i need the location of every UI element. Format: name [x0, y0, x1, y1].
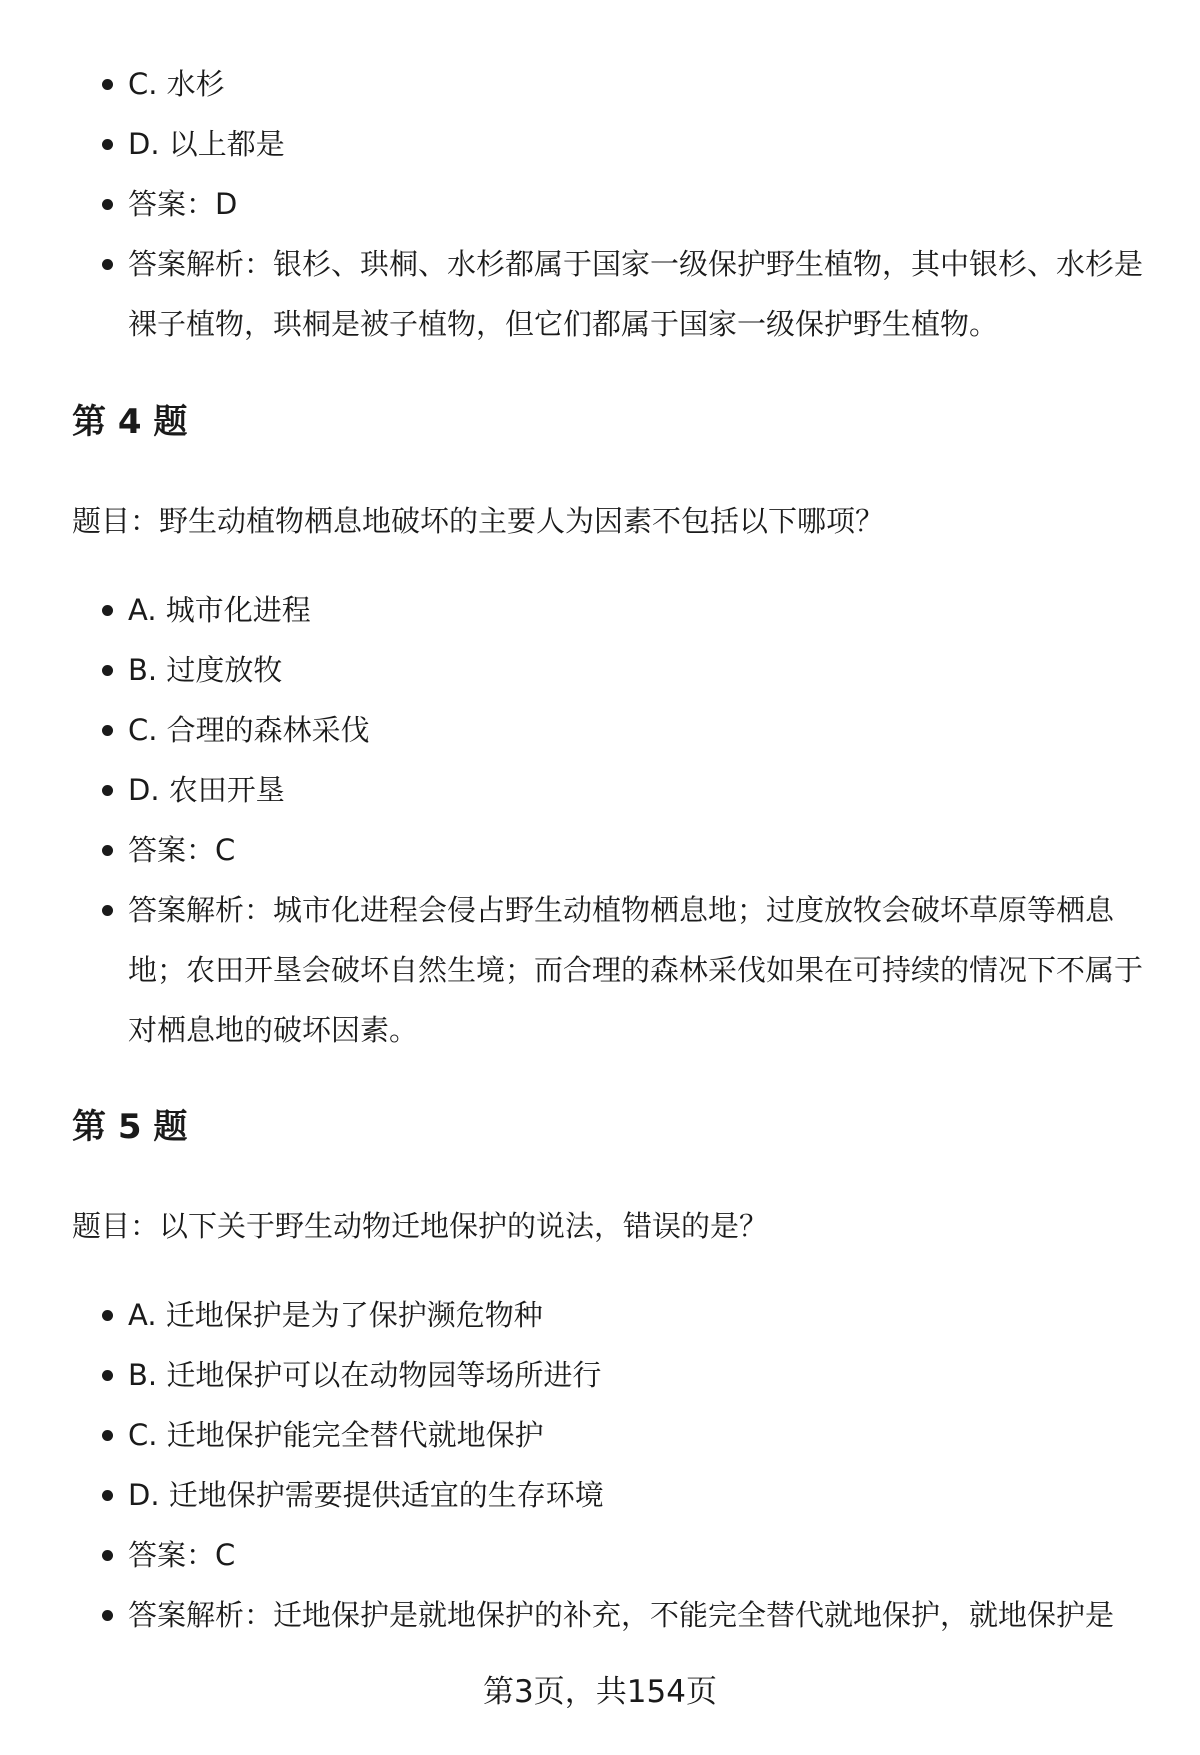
- list-item: C. 合理的森林采伐: [72, 700, 1152, 760]
- list-item: D. 以上都是: [72, 114, 1152, 174]
- q4-option-list: [72, 580, 1152, 1060]
- page-number: 第3页，共154页: [483, 1674, 717, 1710]
- q3-option-list: [72, 54, 1152, 354]
- list-item: C. 水杉: [72, 54, 1152, 114]
- q4-question: 题目：野生动植物栖息地破坏的主要人为因素不包括以下哪项？: [72, 504, 885, 538]
- q3-tail-section: [72, 54, 1152, 354]
- q5-question: 题目：以下关于野生动物迁地保护的说法，错误的是？: [72, 1209, 769, 1243]
- answer-item: 答案：C: [72, 820, 1152, 880]
- list-item: D. 农田开垦: [72, 760, 1152, 820]
- list-item: B. 过度放牧: [72, 640, 1152, 700]
- list-item: D. 迁地保护需要提供适宜的生存环境: [72, 1465, 1152, 1525]
- answer-item: 答案：D: [72, 174, 1152, 234]
- q4-section: [72, 580, 1152, 1060]
- q5-option-list: [72, 1285, 1152, 1645]
- list-item: A. 迁地保护是为了保护濒危物种: [72, 1285, 1152, 1345]
- q5-heading: 第 5 题: [72, 1107, 188, 1147]
- list-item: C. 迁地保护能完全替代就地保护: [72, 1405, 1152, 1465]
- q5-section: [72, 1285, 1152, 1645]
- list-item: A. 城市化进程: [72, 580, 1152, 640]
- explanation-item: 答案解析：银杉、珙桐、水杉都属于国家一级保护野生植物，其中银杉、水杉是裸子植物，珙桐是被子植物，但它们都属于国家一级保护野生植物。: [72, 234, 1152, 354]
- q4-heading: 第 4 题: [72, 402, 188, 442]
- list-item: B. 迁地保护可以在动物园等场所进行: [72, 1345, 1152, 1405]
- explanation-item: 答案解析：城市化进程会侵占野生动植物栖息地；过度放牧会破坏草原等栖息地；农田开垦会破坏自然生境；而合理的森林采伐如果在可持续的情况下不属于对栖息地的破坏因素。: [72, 880, 1152, 1060]
- answer-item: 答案：C: [72, 1525, 1152, 1585]
- explanation-item: 答案解析：迁地保护是就地保护的补充，不能完全替代就地保护，就地保护是: [72, 1585, 1152, 1645]
